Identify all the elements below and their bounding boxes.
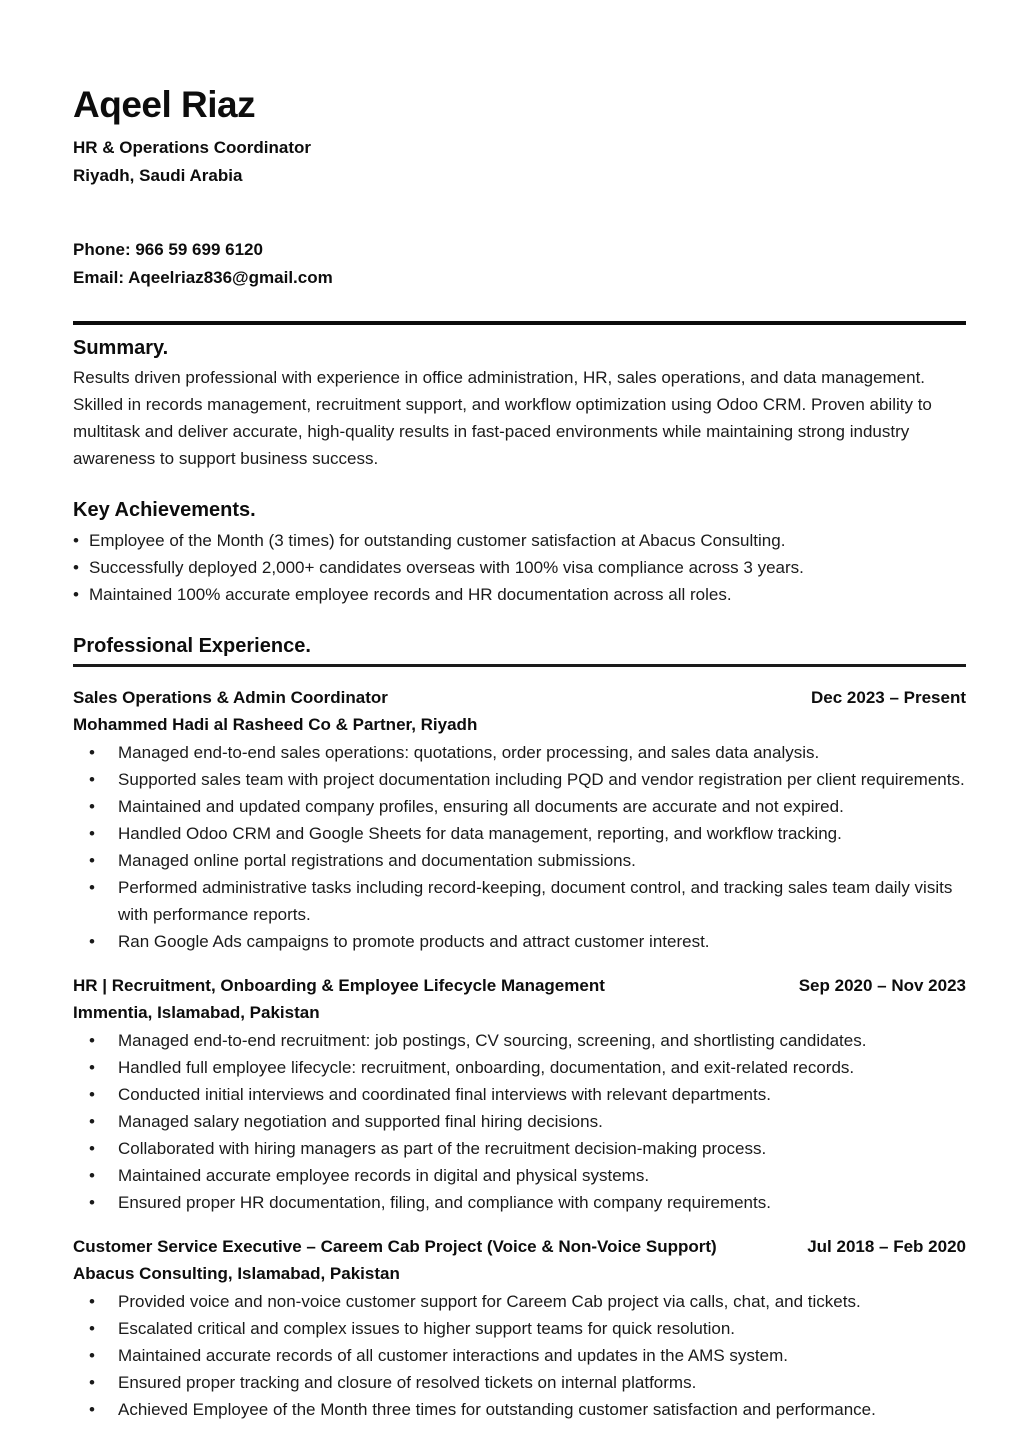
job-bullets xyxy=(73,1027,966,1216)
job-entry xyxy=(73,972,966,1216)
job-bullet xyxy=(73,1081,966,1108)
job-bullet xyxy=(73,820,966,847)
bullet-marker: • xyxy=(73,557,79,577)
job-dates: Dec 2023 – Present xyxy=(811,687,966,707)
job-bullet xyxy=(73,928,966,955)
job-bullet xyxy=(73,1189,966,1216)
job-bullet xyxy=(73,1162,966,1189)
job-bullet-text: Handled Odoo CRM and Google Sheets for data management, reporting, and workflow tracking. xyxy=(118,823,842,843)
achievements-heading: Key Achievements. xyxy=(73,498,256,521)
job-entry xyxy=(73,1233,966,1423)
job-company: Mohammed Hadi al Rasheed Co & Partner, Riyadh xyxy=(73,714,478,734)
job-bullet xyxy=(73,1369,966,1396)
achievement-item xyxy=(73,581,966,608)
job-bullet-text: Managed end-to-end sales operations: quotations, order processing, and sales data analysis. xyxy=(118,742,820,762)
job-dates: Jul 2018 – Feb 2020 xyxy=(807,1236,966,1256)
job-bullet xyxy=(73,793,966,820)
bullet-marker: • xyxy=(89,850,95,870)
bullet-marker: • xyxy=(89,823,95,843)
job-bullet-text: Maintained and updated company profiles, ensuring all documents are accurate and not expired. xyxy=(118,796,844,816)
job-bullet-text: Supported sales team with project documentation including PQD and vendor registration per client requirements. xyxy=(118,769,965,789)
experience-divider xyxy=(73,664,966,667)
job-company: Abacus Consulting, Islamabad, Pakistan xyxy=(73,1263,400,1283)
job-bullet xyxy=(73,1054,966,1081)
job-bullet xyxy=(73,1315,966,1342)
bullet-marker: • xyxy=(89,877,95,897)
job-bullet-text: Collaborated with hiring managers as part of the recruitment decision-making process. xyxy=(118,1138,767,1158)
job-bullet-text: Ensured proper HR documentation, filing, and compliance with company requirements. xyxy=(118,1192,771,1212)
job-title: Customer Service Executive – Careem Cab Project (Voice & Non-Voice Support) xyxy=(73,1236,717,1256)
achievement-text: Maintained 100% accurate employee records and HR documentation across all roles. xyxy=(89,584,732,604)
bullet-marker: • xyxy=(89,796,95,816)
experience-heading: Professional Experience. xyxy=(73,634,311,657)
job-title: HR | Recruitment, Onboarding & Employee Lifecycle Management xyxy=(73,975,605,995)
bullet-marker: • xyxy=(89,1138,95,1158)
summary-section xyxy=(73,335,966,472)
job-bullet-text: Maintained accurate records of all customer interactions and updates in the AMS system. xyxy=(118,1345,788,1365)
job-bullet xyxy=(73,1288,966,1315)
bullet-marker: • xyxy=(89,931,95,951)
job-header xyxy=(73,972,966,999)
job-header xyxy=(73,684,966,711)
job-bullet-text: Ensured proper tracking and closure of resolved tickets on internal platforms. xyxy=(118,1372,697,1392)
bullet-marker: • xyxy=(73,530,79,550)
achievement-item xyxy=(73,527,966,554)
job-dates: Sep 2020 – Nov 2023 xyxy=(798,975,966,995)
candidate-email: Email: Aqeelriaz836@gmail.com xyxy=(73,267,333,287)
job-bullets xyxy=(73,739,966,955)
contact-block xyxy=(73,236,966,292)
bullet-marker: • xyxy=(89,1165,95,1185)
job-bullet-text: Handled full employee lifecycle: recruitment, onboarding, documentation, and exit-related records. xyxy=(118,1057,855,1077)
candidate-location: Riyadh, Saudi Arabia xyxy=(73,165,243,185)
summary-heading: Summary. xyxy=(73,336,169,359)
bullet-marker: • xyxy=(89,1399,95,1419)
achievements-section xyxy=(73,497,966,608)
job-bullets xyxy=(73,1288,966,1423)
job-bullet xyxy=(73,1342,966,1369)
job-bullet xyxy=(73,874,966,928)
job-bullet-text: Maintained accurate employee records in digital and physical systems. xyxy=(118,1165,650,1185)
job-bullet xyxy=(73,847,966,874)
bullet-marker: • xyxy=(89,1291,95,1311)
job-bullet xyxy=(73,766,966,793)
resume-header xyxy=(73,84,966,292)
bullet-marker: • xyxy=(89,1030,95,1050)
job-bullet xyxy=(73,1135,966,1162)
job-bullet xyxy=(73,1108,966,1135)
resume-content xyxy=(73,84,966,1423)
bullet-marker: • xyxy=(89,1372,95,1392)
job-bullet-text: Managed online portal registrations and documentation submissions. xyxy=(118,850,636,870)
achievement-item xyxy=(73,554,966,581)
job-bullet-text: Provided voice and non-voice customer support for Careem Cab project via calls, chat, and tickets. xyxy=(118,1291,861,1311)
job-bullet-text: Achieved Employee of the Month three times for outstanding customer satisfaction and performance. xyxy=(118,1399,876,1419)
achievement-text: Successfully deployed 2,000+ candidates overseas with 100% visa compliance across 3 years. xyxy=(89,557,804,577)
bullet-marker: • xyxy=(89,1318,95,1338)
job-title: Sales Operations & Admin Coordinator xyxy=(73,687,388,707)
bullet-marker: • xyxy=(89,742,95,762)
job-bullet-text: Escalated critical and complex issues to higher support teams for quick resolution. xyxy=(118,1318,736,1338)
bullet-marker: • xyxy=(89,1111,95,1131)
summary-text: Results driven professional with experience in office administration, HR, sales operations, and data management. Skilled in records management, recruitment support, and workflow optimization using Odoo CRM. Proven ability to multitask and deliver accurate, high-quality results in fast-paced environments while maintaining strong industry awareness to support business success. xyxy=(73,367,932,468)
candidate-titles xyxy=(73,134,966,190)
candidate-name: Aqeel Riaz xyxy=(73,84,256,125)
job-bullet xyxy=(73,1396,966,1423)
job-bullet-text: Ran Google Ads campaigns to promote products and attract customer interest. xyxy=(118,931,710,951)
job-bullet xyxy=(73,739,966,766)
job-bullet-text: Performed administrative tasks including record-keeping, document control, and tracking sales team daily visits with performance reports. xyxy=(118,877,953,924)
candidate-job-title: HR & Operations Coordinator xyxy=(73,137,312,157)
job-company: Immentia, Islamabad, Pakistan xyxy=(73,1002,320,1022)
job-header xyxy=(73,1233,966,1260)
candidate-phone: Phone: 966 59 699 6120 xyxy=(73,239,263,259)
bullet-marker: • xyxy=(89,1345,95,1365)
bullet-marker: • xyxy=(73,584,79,604)
bullet-marker: • xyxy=(89,1192,95,1212)
experience-section xyxy=(73,633,966,1423)
job-bullet-text: Managed end-to-end recruitment: job postings, CV sourcing, screening, and shortlisting candidates. xyxy=(118,1030,867,1050)
bullet-marker: • xyxy=(89,1057,95,1077)
job-bullet xyxy=(73,1027,966,1054)
job-bullet-text: Managed salary negotiation and supported final hiring decisions. xyxy=(118,1111,603,1131)
job-bullet-text: Conducted initial interviews and coordinated final interviews with relevant departments. xyxy=(118,1084,771,1104)
header-divider xyxy=(73,321,966,325)
bullet-marker: • xyxy=(89,1084,95,1104)
achievement-text: Employee of the Month (3 times) for outstanding customer satisfaction at Abacus Consulting. xyxy=(89,530,786,550)
bullet-marker: • xyxy=(89,769,95,789)
job-entry xyxy=(73,684,966,955)
